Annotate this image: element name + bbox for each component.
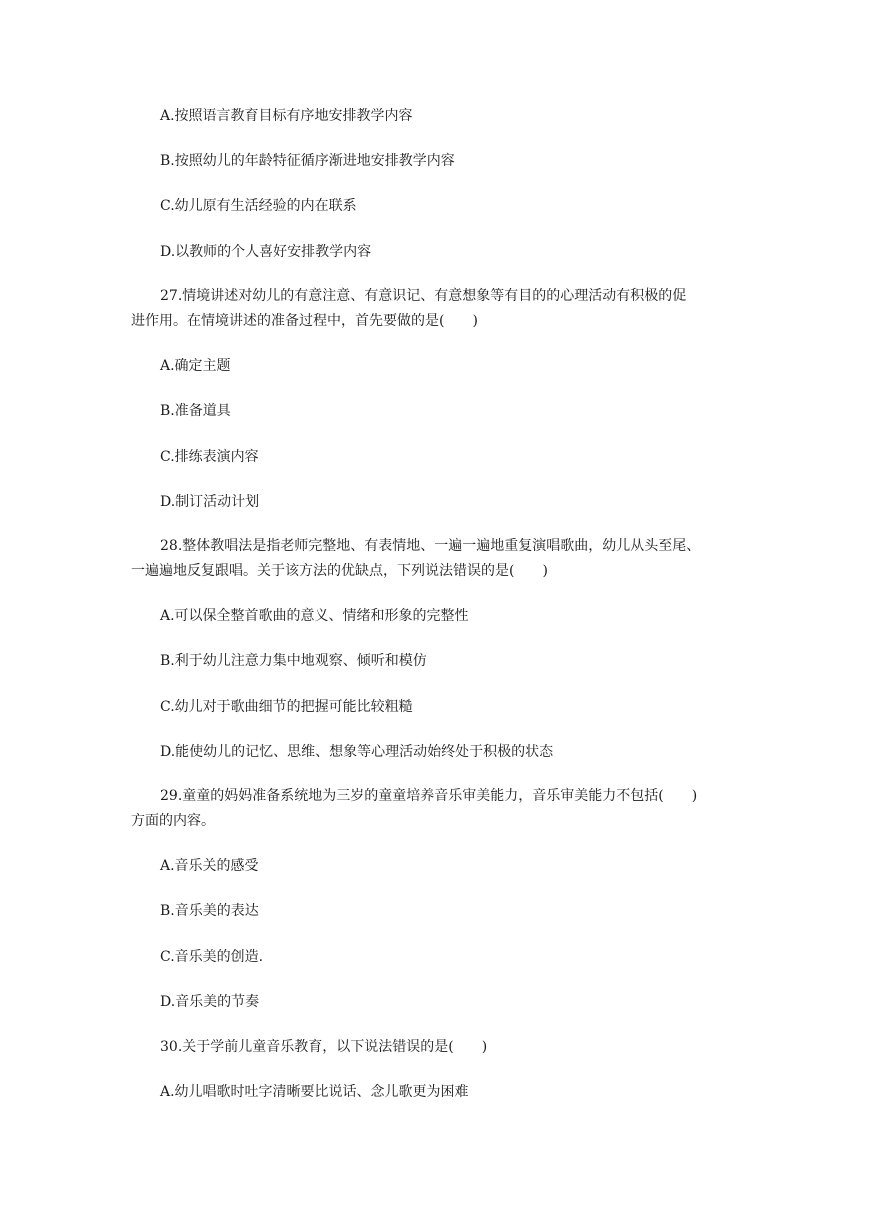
q27-stem-line1: 27.情境讲述对幼儿的有意注意、有意识记、有意想象等有目的的心理活动有积极的促 — [160, 288, 687, 304]
q28-option-d: D.能使幼儿的记忆、思维、想象等心理活动始终处于积极的状态 — [160, 744, 554, 760]
q27-option-c: C.排练表演内容 — [160, 449, 259, 465]
q27-option-d: D.制订活动计划 — [160, 494, 260, 510]
q29-option-d: D.音乐美的节奏 — [160, 994, 260, 1010]
q26-option-c: C.幼儿原有生活经验的内在联系 — [160, 198, 357, 214]
q26-option-d: D.以教师的个人喜好安排教学内容 — [160, 244, 372, 260]
q28-option-c: C.幼儿对于歌曲细节的把握可能比较粗糙 — [160, 699, 413, 715]
q30-option-a: A.幼儿唱歌时吐字清晰要比说话、念儿歌更为困难 — [160, 1084, 469, 1100]
q27-option-b: B.准备道具 — [160, 403, 231, 419]
q30-stem: 30.关于学前儿童音乐教育，以下说法错误的是( ) — [160, 1039, 488, 1055]
q29-option-a: A.音乐关的感受 — [160, 858, 259, 874]
q27-stem-line2: 进作用。在情境讲述的准备过程中，首先要做的是( ) — [131, 313, 478, 329]
q27-option-a: A.确定主题 — [160, 358, 231, 374]
q28-stem-line2: 一遍遍地反复跟唱。关于该方法的优缺点，下列说法错误的是( ) — [131, 563, 548, 579]
q26-option-a: A.按照语言教育目标有序地安排教学内容 — [160, 108, 413, 124]
q28-option-a: A.可以保全整首歌曲的意义、情绪和形象的完整性 — [160, 608, 469, 624]
q29-stem-line2: 方面的内容。 — [131, 813, 215, 829]
q28-stem-line1: 28.整体教唱法是指老师完整地、有表情地、一遍一遍地重复演唱歌曲，幼儿从头至尾、 — [160, 538, 701, 554]
q29-option-b: B.音乐美的表达 — [160, 903, 259, 919]
q28-option-b: B.利于幼儿注意力集中地观察、倾听和模仿 — [160, 653, 427, 669]
q26-option-b: B.按照幼儿的年龄特征循序渐进地安排教学内容 — [160, 153, 455, 169]
q29-stem-line1: 29.童童的妈妈准备系统地为三岁的童童培养音乐审美能力，音乐审美能力不包括( ) — [160, 788, 698, 804]
q29-option-c: C.音乐美的创造. — [160, 949, 264, 965]
